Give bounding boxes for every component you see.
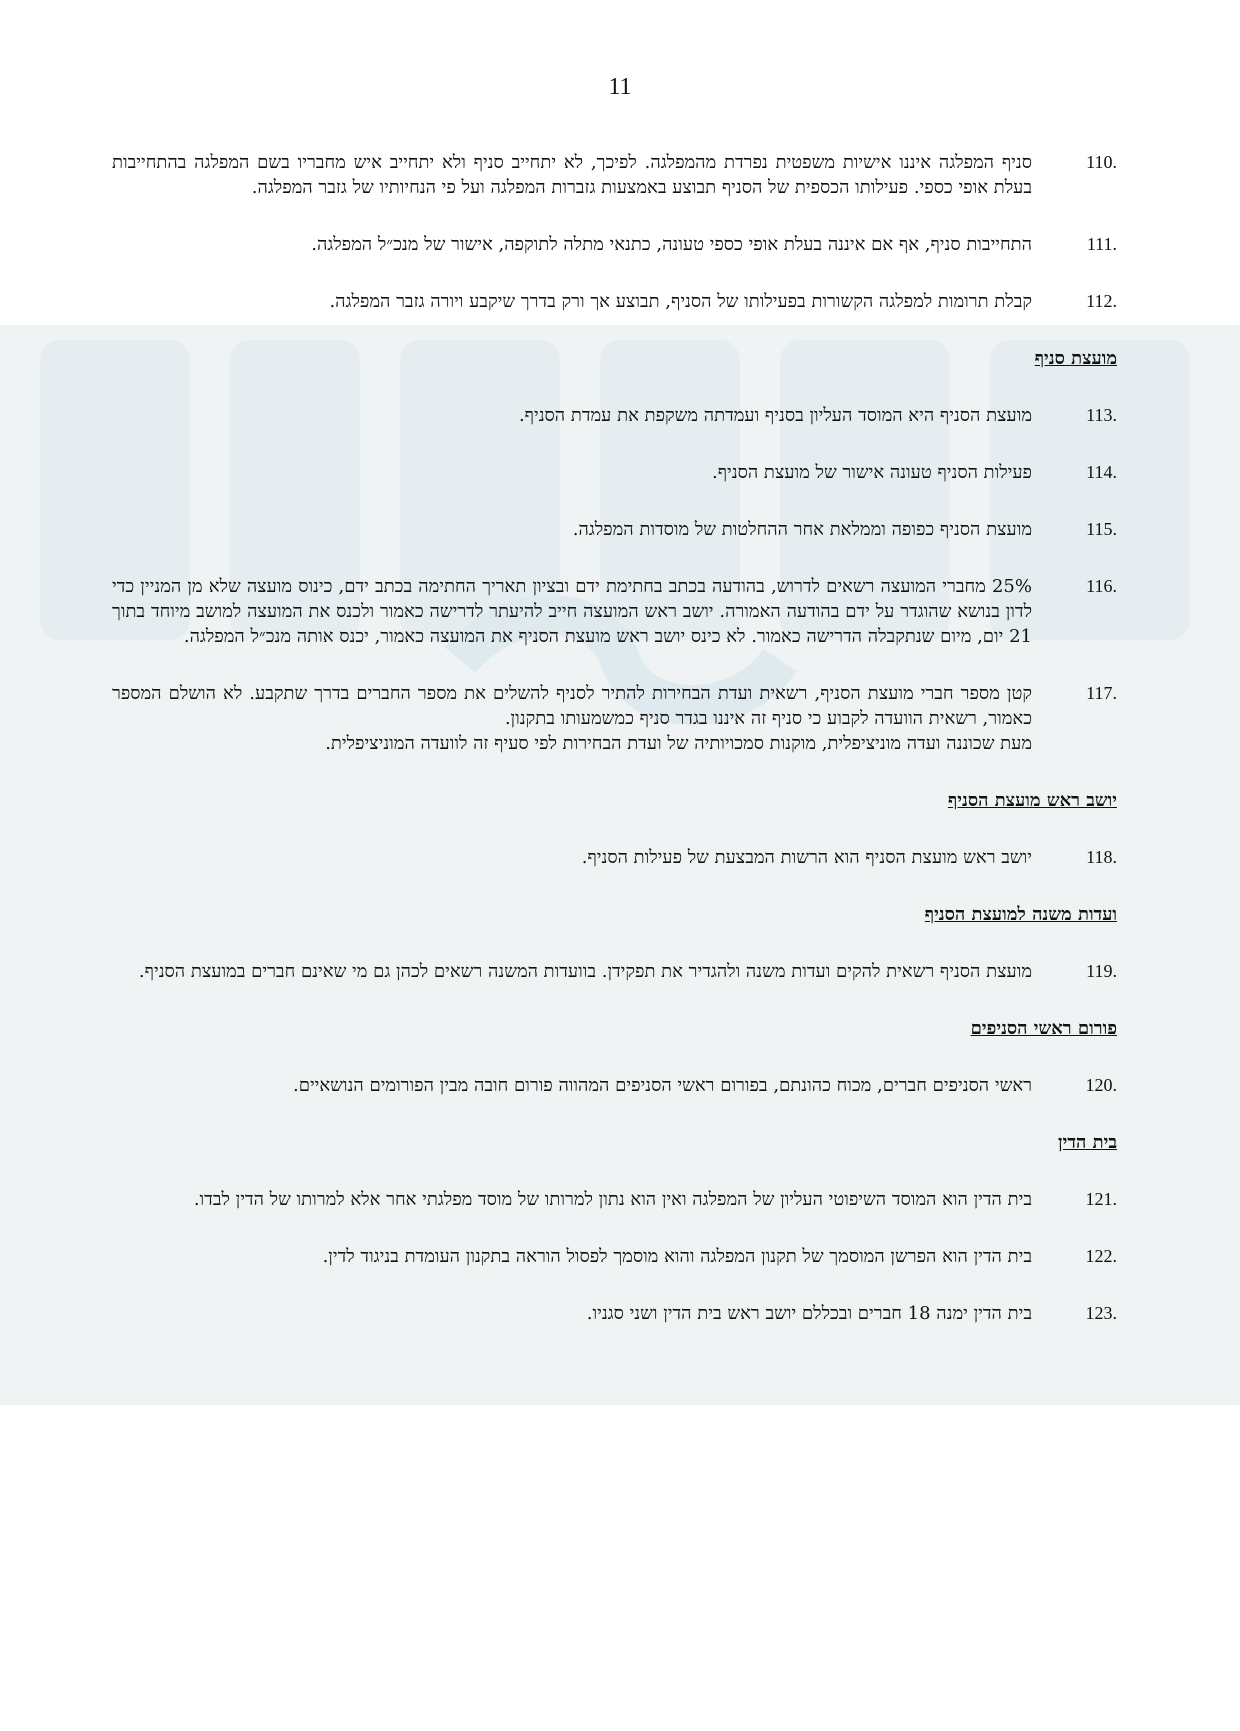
page-number: 11 — [608, 74, 632, 100]
clause-text: מועצת הסניף רשאית להקים ועדות משנה ולהגדיר את תפקידן. בוועדות המשנה רשאים לכהן גם מי שאינם חברים במועצת הסניף. — [138, 961, 1032, 982]
clause-number: 120. — [1085, 1075, 1117, 1095]
clause-paragraph — [112, 517, 1117, 542]
clause-number: 116. — [1086, 576, 1117, 596]
clause-paragraph — [112, 1244, 1117, 1269]
clause-text: מועצת הסניף כפופה וממלאת אחר ההחלטות של מוסדות המפלגה. — [572, 519, 1032, 540]
clause-number: 122. — [1085, 1246, 1117, 1266]
clause-text: מועצת הסניף היא המוסד העליון בסניף ועמדתה משקפת את עמדת הסניף. — [518, 405, 1032, 426]
section-heading: מועצת סניף — [1034, 348, 1117, 369]
clause-paragraph — [112, 1301, 1117, 1326]
clause-text: ראשי הסניפים חברים, מכוח כהונתם, בפורום ראשי הסניפים המהווה פורום חובה מבין הפורומים הנושאיים. — [292, 1075, 1032, 1096]
clause-number: 110. — [1086, 152, 1117, 172]
clause-text: מעת שכוננה ועדה מוניציפלית, מוקנות סמכויותיה של ועדת הבחירות לפי סעיף זה לוועדה המוניציפלית. — [325, 733, 1032, 754]
clause-text: יושב ראש מועצת הסניף הוא הרשות המבצעת של פעילות הסניף. — [581, 847, 1032, 868]
clause-paragraph — [112, 460, 1117, 485]
clause-text: התחייבות סניף, אף אם איננה בעלת אופי כספי טעונה, כתנאי מתלה לתוקפה, אישור של מנכ״ל המפלגה. — [311, 234, 1032, 255]
clause-number: 113. — [1086, 405, 1117, 425]
clause-paragraph — [112, 681, 1117, 756]
clause-paragraph — [112, 1073, 1117, 1098]
clause-text: 25% מחברי המועצה רשאים לדרוש, בהודעה בכתב בחתימת ידם ובציון תאריך החתימה בכתב ידם, כינוס מועצה שלא מן המניין כדי לדון בנושא שהוגדר על ידם בהודעה האמורה. יושב ראש המועצה חייב להיעתר לדרישה כאמור ולכנס את המועצה למושב מיוחד בתוך 21 יום, מיום שנתקבלה הדרישה כאמור. לא כינס יושב ראש מועצת הסניף את המועצה כאמור, יכנס אותה מנכ״ל המפלגה. — [112, 576, 1032, 647]
clause-text: קבלת תרומות למפלגה הקשורות בפעילותו של הסניף, תבוצע אך ורק בדרך שיקבע ויורה גזבר המפלגה. — [329, 291, 1032, 312]
clause-text: בית הדין הוא המוסד השיפוטי העליון של המפלגה ואין הוא נתון למרותו של מוסד מפלגתי אחר אלא למרותו של הדין לבדו. — [193, 1189, 1032, 1210]
clause-number: 112. — [1086, 291, 1117, 311]
clause-number: 119. — [1086, 961, 1117, 981]
clause-paragraph — [112, 845, 1117, 870]
clause-number: 117. — [1086, 683, 1117, 703]
section-heading: ועדות משנה למועצת הסניף — [924, 904, 1117, 925]
clause-number: 115. — [1086, 519, 1117, 539]
clause-text: סניף המפלגה איננו אישיות משפטית נפרדת מהמפלגה. לפיכך, לא יתחייב סניף ולא יתחייב איש מחבריו בשם המפלגה בהתחייבות בעלת אופי כספי. פעילותו הכספית של הסניף תבוצע באמצעות גזברות המפלגה ועל פי הנחיותיו של גזבר המפלגה. — [112, 152, 1032, 198]
clause-number: 118. — [1086, 847, 1117, 867]
section-heading: פורום ראשי הסניפים — [970, 1018, 1117, 1039]
clause-number: 114. — [1086, 462, 1117, 482]
section-heading: בית הדין — [1058, 1132, 1117, 1153]
document-body — [112, 150, 1117, 1358]
clause-number: 111. — [1086, 234, 1117, 254]
clause-text: בית הדין הוא הפרשן המוסמך של תקנון המפלגה והוא מוסמך לפסול הוראה בתקנון העומדת בניגוד לדין. — [322, 1246, 1032, 1267]
clause-paragraph — [112, 1187, 1117, 1212]
clause-paragraph — [112, 289, 1117, 314]
clause-text: בית הדין ימנה 18 חברים ובכללם יושב ראש בית הדין ושני סגניו. — [586, 1303, 1032, 1324]
clause-paragraph — [112, 150, 1117, 200]
section-heading: יושב ראש מועצת הסניף — [947, 790, 1117, 811]
clause-number: 121. — [1085, 1189, 1117, 1209]
clause-number: 123. — [1085, 1303, 1117, 1323]
clause-text: קטן מספר חברי מועצת הסניף, רשאית ועדת הבחירות להתיר לסניף להשלים את מספר החברים בדרך שתקבע. לא הושלם המספר כאמור, רשאית הוועדה לקבוע כי סניף זה איננו בגדר סניף כמשמעותו בתקנון. — [112, 683, 1032, 729]
clause-paragraph — [112, 959, 1117, 984]
clause-paragraph — [112, 574, 1117, 649]
clause-text: פעילות הסניף טעונה אישור של מועצת הסניף. — [712, 462, 1032, 483]
clause-paragraph — [112, 403, 1117, 428]
clause-paragraph — [112, 232, 1117, 257]
